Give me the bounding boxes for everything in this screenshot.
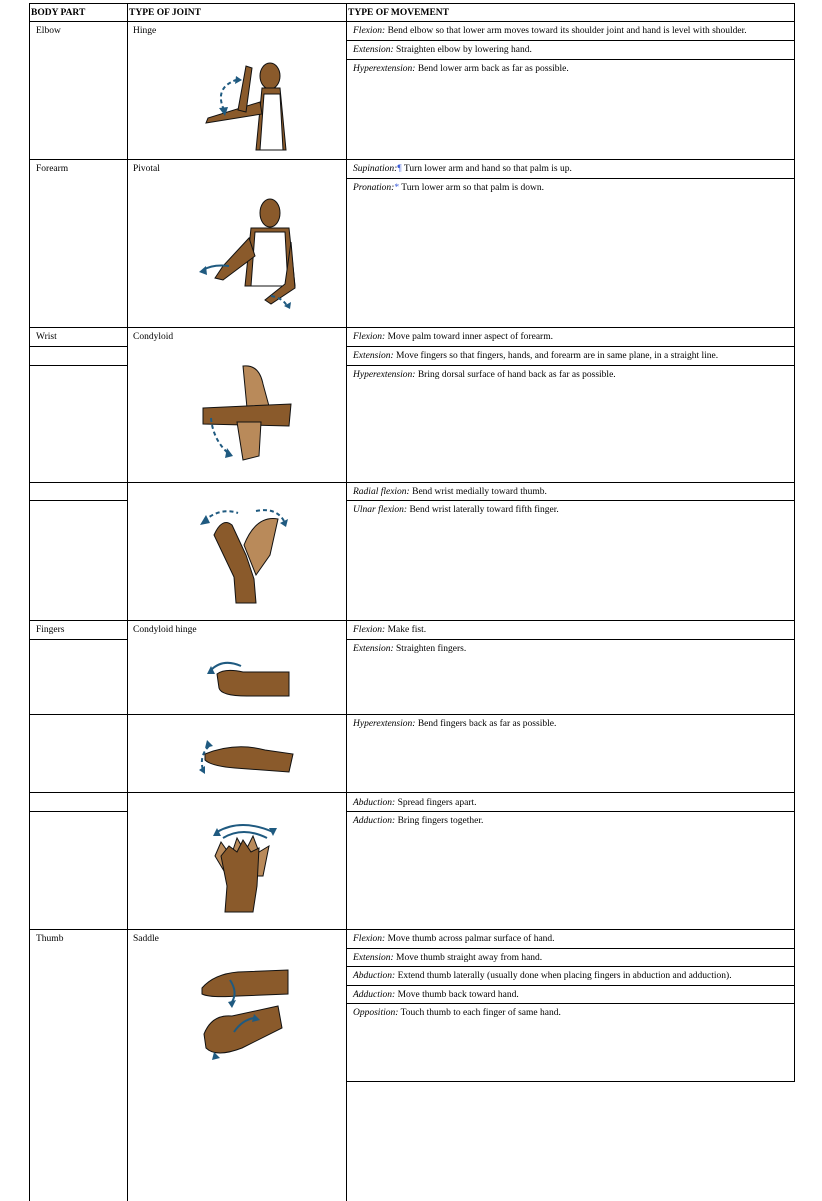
table-divider bbox=[347, 811, 794, 812]
movement-term: Flexion: bbox=[353, 332, 386, 342]
movement-cell bbox=[353, 44, 532, 56]
movement-term: Hyperextension: bbox=[353, 719, 416, 729]
movement-desc: Bring fingers together. bbox=[395, 816, 484, 826]
movement-desc: Move thumb back toward hand. bbox=[395, 990, 519, 1000]
table-divider bbox=[29, 620, 794, 621]
movement-desc: Bring dorsal surface of hand back as far as possible. bbox=[415, 370, 616, 380]
footnote-mark: * bbox=[394, 183, 400, 193]
movement-desc: Bend fingers back as far as possible. bbox=[415, 719, 557, 729]
movement-term: Flexion: bbox=[353, 934, 386, 944]
wrist-flexion-illustration bbox=[203, 364, 293, 464]
movement-cell bbox=[353, 797, 476, 809]
fingers-flexion-illustration bbox=[203, 656, 293, 701]
movement-cell bbox=[353, 815, 483, 827]
header-body-part: BODY PART bbox=[31, 8, 86, 18]
movement-cell bbox=[353, 63, 569, 75]
column-divider bbox=[127, 3, 128, 1201]
movement-cell bbox=[353, 504, 559, 516]
movement-desc: Move fingers so that fingers, hands, and forearm are in same plane, in a straight line. bbox=[393, 351, 719, 361]
table-divider bbox=[29, 21, 794, 22]
table-divider bbox=[347, 985, 794, 986]
movement-cell bbox=[353, 933, 555, 945]
movement-cell bbox=[353, 989, 519, 1001]
table-border-right bbox=[794, 3, 795, 1082]
table-divider bbox=[29, 714, 794, 715]
movement-term: Radial flexion: bbox=[353, 487, 410, 497]
movement-cell bbox=[353, 718, 556, 730]
movement-term: Ulnar flexion: bbox=[353, 505, 408, 515]
table-divider bbox=[29, 365, 127, 366]
table-divider bbox=[29, 792, 794, 793]
movement-cell bbox=[353, 25, 747, 37]
table-divider bbox=[347, 1003, 794, 1004]
joint-type-cell: Pivotal bbox=[133, 164, 160, 174]
movement-desc: Turn lower arm and hand so that palm is up. bbox=[401, 164, 572, 174]
table-divider bbox=[347, 40, 794, 41]
table-divider bbox=[347, 639, 794, 640]
header-movement: TYPE OF MOVEMENT bbox=[348, 8, 449, 18]
movement-cell bbox=[353, 369, 616, 381]
movement-desc: Bend lower arm back as far as possible. bbox=[415, 64, 569, 74]
movement-term: Adduction: bbox=[353, 816, 396, 826]
movement-term: Adduction: bbox=[353, 990, 396, 1000]
table-border-left bbox=[29, 3, 30, 1201]
movement-cell bbox=[353, 952, 542, 964]
table-divider bbox=[347, 966, 794, 967]
elbow-flexion-illustration bbox=[200, 58, 295, 150]
movement-cell bbox=[353, 1007, 561, 1019]
table-divider bbox=[29, 482, 794, 483]
body-part-cell: Thumb bbox=[36, 934, 64, 944]
movement-term: Extension: bbox=[353, 45, 394, 55]
movement-desc: Spread fingers apart. bbox=[395, 798, 477, 808]
table-divider bbox=[29, 346, 127, 347]
movement-desc: Move thumb straight away from hand. bbox=[393, 953, 543, 963]
footnote-mark: ¶ bbox=[397, 164, 402, 174]
body-part-cell: Forearm bbox=[36, 164, 69, 174]
movement-term: Hyperextension: bbox=[353, 370, 416, 380]
movement-desc: Touch thumb to each finger of same hand. bbox=[398, 1008, 561, 1018]
movement-desc: Make fist. bbox=[385, 625, 427, 635]
movement-desc: Move thumb across palmar surface of hand. bbox=[385, 934, 555, 944]
movement-term: Opposition: bbox=[353, 1008, 399, 1018]
table-divider bbox=[29, 159, 794, 160]
table-divider bbox=[29, 327, 794, 328]
table-divider bbox=[29, 500, 127, 501]
movement-desc: Move palm toward inner aspect of forearm. bbox=[385, 332, 553, 342]
movement-desc: Bend elbow so that lower arm moves toward its shoulder joint and hand is level with shoulder. bbox=[385, 26, 747, 36]
table-divider bbox=[347, 178, 794, 179]
header-joint-type: TYPE OF JOINT bbox=[129, 8, 201, 18]
movement-term: Abduction: bbox=[353, 798, 396, 808]
table-divider bbox=[29, 811, 127, 812]
movement-term: Extension: bbox=[353, 644, 394, 654]
movement-desc: Straighten fingers. bbox=[393, 644, 467, 654]
movement-cell bbox=[353, 643, 466, 655]
movement-term: Extension: bbox=[353, 953, 394, 963]
movement-cell bbox=[353, 970, 732, 982]
fingers-abduction-illustration bbox=[207, 816, 282, 916]
movement-term: Abduction: bbox=[353, 971, 396, 981]
table-divider bbox=[347, 59, 794, 60]
movement-cell bbox=[353, 182, 544, 194]
movement-cell bbox=[353, 163, 572, 175]
table-divider bbox=[347, 365, 794, 366]
table-divider bbox=[29, 639, 127, 640]
table-divider bbox=[347, 1081, 794, 1082]
body-part-cell: Wrist bbox=[36, 332, 57, 342]
movement-term: Pronation: bbox=[353, 183, 395, 193]
joint-type-cell: Condyloid bbox=[133, 332, 174, 342]
movement-term: Hyperextension: bbox=[353, 64, 416, 74]
movement-cell bbox=[353, 486, 547, 498]
movement-desc: Extend thumb laterally (usually done when placing fingers in abduction and adduction). bbox=[395, 971, 732, 981]
movement-desc: Bend wrist medially toward thumb. bbox=[409, 487, 547, 497]
movement-desc: Bend wrist laterally toward fifth finger. bbox=[407, 505, 559, 515]
movement-term: Supination: bbox=[353, 164, 398, 174]
joint-type-cell: Saddle bbox=[133, 934, 159, 944]
column-divider bbox=[346, 3, 347, 1201]
movement-desc: Turn lower arm so that palm is down. bbox=[399, 183, 544, 193]
movement-term: Flexion: bbox=[353, 625, 386, 635]
joint-type-cell: Condyloid hinge bbox=[133, 625, 197, 635]
table-divider bbox=[347, 948, 794, 949]
body-part-cell: Fingers bbox=[36, 625, 65, 635]
table-divider bbox=[347, 500, 794, 501]
body-part-cell: Elbow bbox=[36, 26, 61, 36]
thumb-movement-illustration bbox=[198, 966, 293, 1064]
table-divider bbox=[347, 346, 794, 347]
movement-desc: Straighten elbow by lowering hand. bbox=[393, 45, 532, 55]
fingers-hyperextension-illustration bbox=[195, 738, 295, 778]
table-divider bbox=[29, 929, 794, 930]
movement-term: Flexion: bbox=[353, 26, 386, 36]
joint-type-cell: Hinge bbox=[133, 26, 157, 36]
movement-cell bbox=[353, 624, 426, 636]
forearm-rotation-illustration bbox=[193, 198, 303, 310]
movement-cell bbox=[353, 350, 718, 362]
wrist-radial-ulnar-illustration bbox=[198, 505, 293, 605]
movement-cell bbox=[353, 331, 553, 343]
table-border-top bbox=[29, 3, 794, 4]
movement-term: Extension: bbox=[353, 351, 394, 361]
